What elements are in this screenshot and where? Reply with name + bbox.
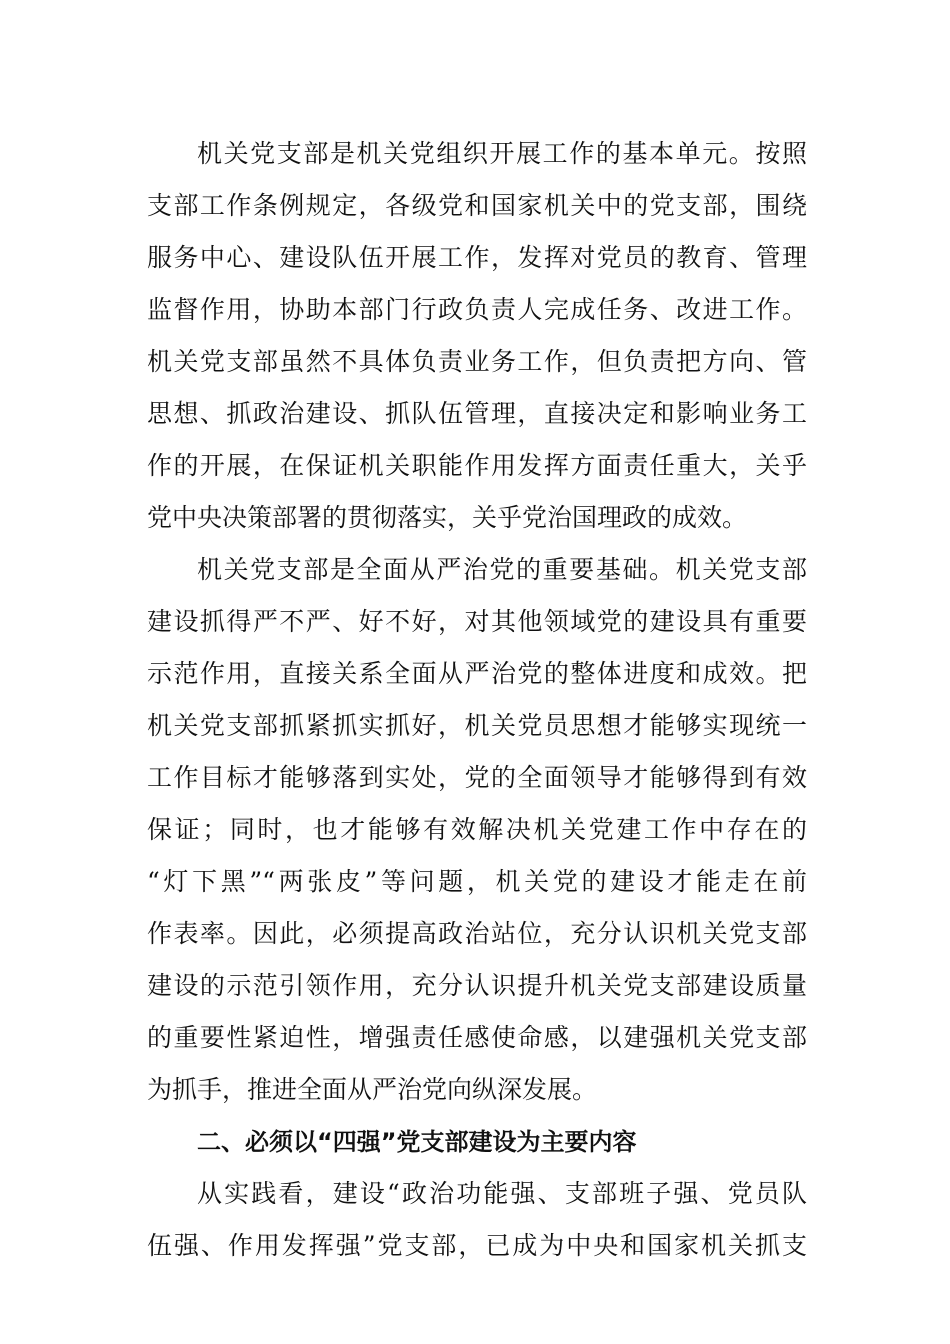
text-line: 支部工作条例规定，各级党和国家机关中的党支部，围绕 xyxy=(147,191,807,220)
text-line: 伍强、作用发挥强”党支部，已成为中央和国家机关抓支 xyxy=(147,1231,807,1260)
text-line: 建设的示范引领作用，充分认识提升机关党支部建设质量 xyxy=(147,971,807,1000)
text-line: 作表率。因此，必须提高政治站位，充分认识机关党支部 xyxy=(147,919,807,948)
text-line: 党中央决策部署的贯彻落实，关乎党治国理政的成效。 xyxy=(147,503,748,532)
text-line: 机关党支部抓紧抓实抓好，机关党员思想才能够实现统一 xyxy=(147,711,807,740)
text-line: 示范作用，直接关系全面从严治党的整体进度和成效。把 xyxy=(147,659,807,688)
text-line: 工作目标才能够落到实处，党的全面领导才能够得到有效 xyxy=(147,763,807,792)
text-line: 为抓手，推进全面从严治党向纵深发展。 xyxy=(147,1075,598,1104)
text-line: 监督作用，协助本部门行政负责人完成任务、改进工作。 xyxy=(147,295,807,324)
text-line: 思想、抓政治建设、抓队伍管理，直接决定和影响业务工 xyxy=(147,399,807,428)
text-line: 保证；同时，也才能够有效解决机关党建工作中存在的 xyxy=(147,815,807,844)
paragraph xyxy=(147,1168,807,1272)
text-line: 从实践看，建设“政治功能强、支部班子强、党员队 xyxy=(197,1179,807,1208)
text-line: “灯下黑”“两张皮”等问题，机关党的建设才能走在前 xyxy=(147,867,807,896)
text-line: 建设抓得严不严、好不好，对其他领域党的建设具有重要 xyxy=(147,607,807,636)
paragraph xyxy=(147,128,807,544)
text-line: 机关党支部虽然不具体负责业务工作，但负责把方向、管 xyxy=(147,347,807,376)
text-line: 服务中心、建设队伍开展工作，发挥对党员的教育、管理 xyxy=(147,243,807,272)
document-body xyxy=(147,128,807,1272)
text-line: 的重要性紧迫性，增强责任感使命感，以建强机关党支部 xyxy=(147,1023,807,1052)
section-heading: 二、必须以“四强”党支部建设为主要内容 xyxy=(197,1128,637,1156)
text-line: 机关党支部是机关党组织开展工作的基本单元。按照 xyxy=(197,139,807,168)
text-line: 作的开展，在保证机关职能作用发挥方面责任重大，关乎 xyxy=(147,451,807,480)
text-line: 机关党支部是全面从严治党的重要基础。机关党支部 xyxy=(197,555,807,584)
paragraph xyxy=(147,544,807,1116)
